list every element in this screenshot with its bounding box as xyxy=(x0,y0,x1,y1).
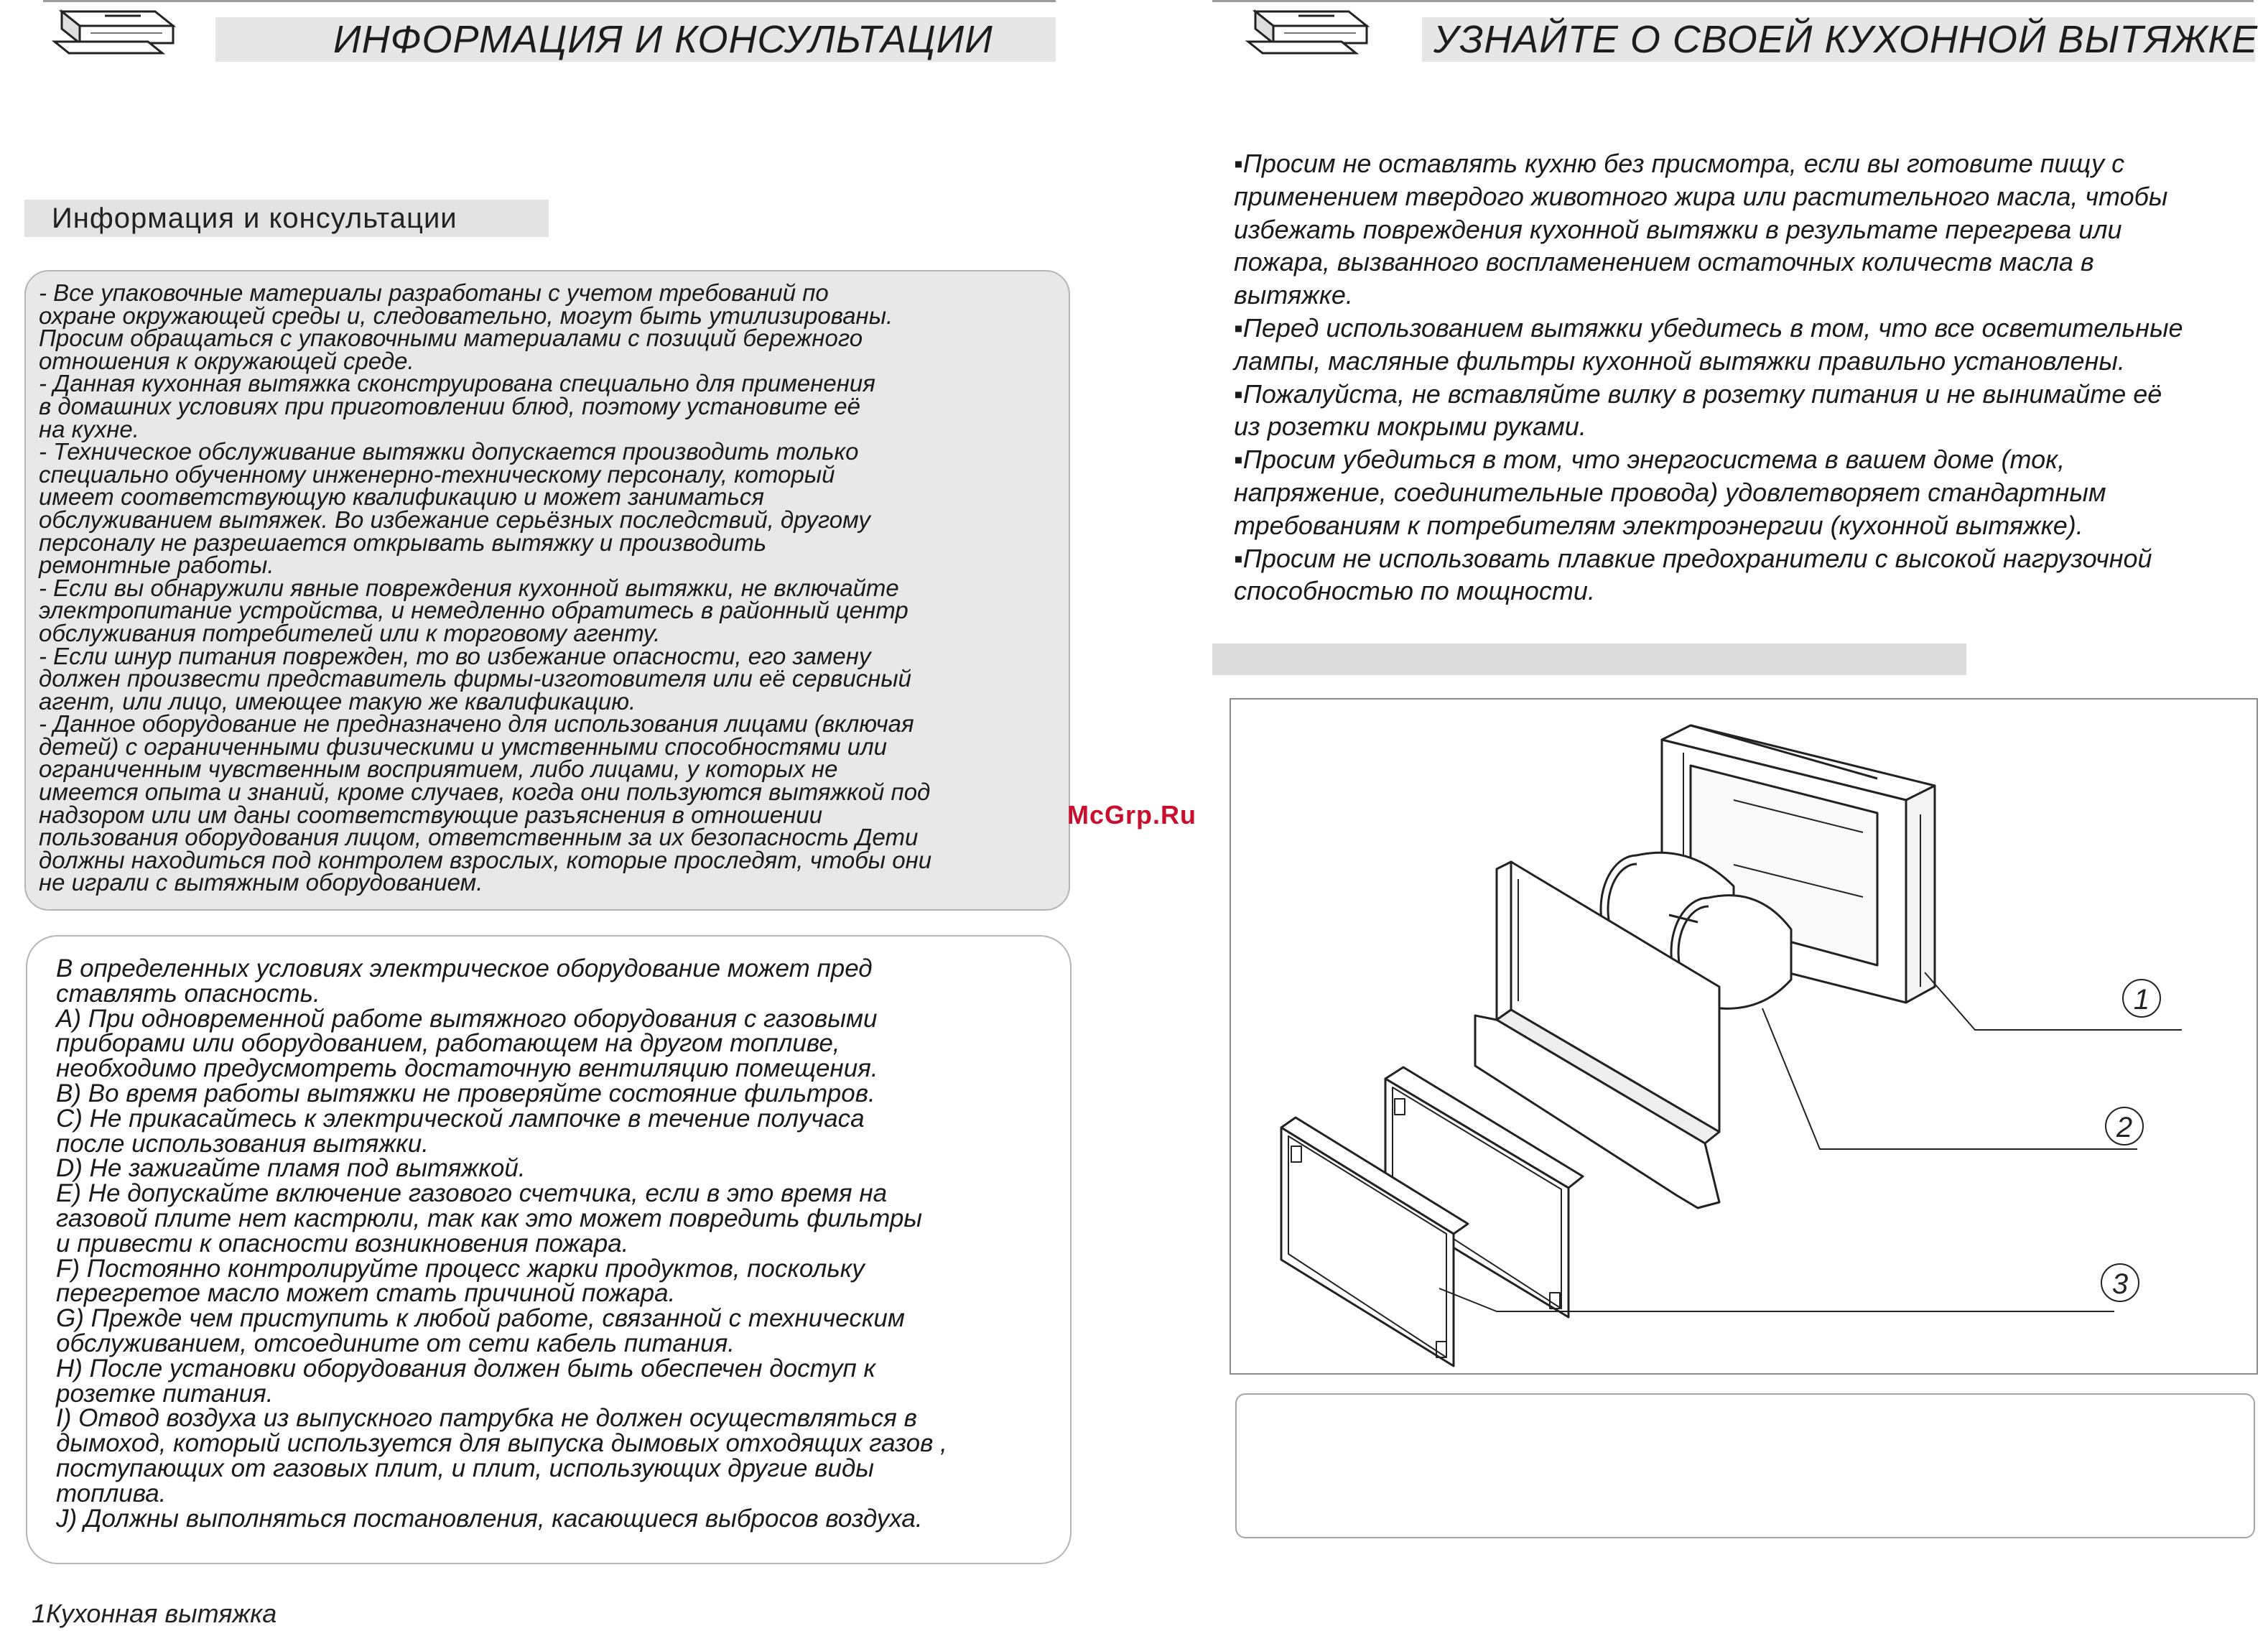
warning-line: и привести к опасности возникновения пожара. xyxy=(56,1229,629,1258)
info-line: пользования оборудования лицом, ответственным за их безопасность Дети xyxy=(39,824,919,851)
warning-box-text xyxy=(56,954,1076,1533)
part-label-2: 2 xyxy=(2116,1112,2133,1143)
info-line: не играли с вытяжным оборудованием. xyxy=(39,869,483,896)
info-line: - Данная кухонная вытяжка сконструирована специально для применения xyxy=(39,370,875,397)
warning-line: необходимо предусмотреть достаточную вентиляцию помещения. xyxy=(56,1054,878,1083)
warning-line: D) Не зажигайте пламя под вытяжкой. xyxy=(56,1154,526,1183)
info-line: - Если вы обнаружили явные повреждения кухонной вытяжки, не включайте xyxy=(39,574,899,601)
warning-line: поступающих от газовых плит, и плит, использующих другие виды xyxy=(56,1454,875,1482)
info-line: детей) с ограниченными физическими и умственными способностями или xyxy=(39,733,888,760)
info-line: должен произвести представитель фирмы-изготовителя или её сервисный xyxy=(39,665,911,692)
warning-line: C) Не прикасайтесь к электрической лампочке в течение получаса xyxy=(56,1104,865,1133)
info-box xyxy=(24,270,1070,911)
safety-line: применением твердого животного жира или растительного масла, чтобы xyxy=(1234,181,2168,211)
safety-line: вытяжке. xyxy=(1234,280,1353,310)
right-page-title: УЗНАЙТЕ О СВОЕЙ КУХОННОЙ ВЫТЯЖКЕ xyxy=(1433,18,2259,61)
warning-line: розетке питания. xyxy=(56,1379,274,1408)
safety-line: ▪Просим не оставлять кухню без присмотра, если вы готовите пищу с xyxy=(1234,149,2125,178)
warning-line: газовой плите нет кастрюли, так как это может повредить фильтры xyxy=(56,1204,923,1232)
warning-line: I) Отвод воздуха из выпускного патрубка не должен осуществляться в xyxy=(56,1404,917,1433)
info-line: охране окружающей среды и, следовательно, могут быть утилизированы. xyxy=(39,302,893,329)
safety-line: из розетки мокрыми руками. xyxy=(1234,412,1586,442)
info-line: надзором или им даны соответствующие разъяснения в отношении xyxy=(39,801,823,828)
warning-box xyxy=(26,935,1072,1564)
cooker-hood-logo-icon xyxy=(1234,6,1377,62)
warning-line: G) Прежде чем приступить к любой работе, связанной с техническим xyxy=(56,1304,905,1333)
page-footer: 1Кухонная вытяжка xyxy=(32,1599,277,1628)
warning-line: после использования вытяжки. xyxy=(56,1129,429,1158)
info-line: ограниченным чувственным восприятием, либо лицами, у которых не xyxy=(39,756,838,783)
info-line: персоналу не разрешается открывать вытяжку и производить xyxy=(39,529,767,556)
warning-line: F) Постоянно контролируйте процесс жарки продуктов, поскольку xyxy=(56,1254,865,1283)
info-line: - Если шнур питания поврежден, то во избежание опасности, его замену xyxy=(39,642,871,669)
safety-line: ▪Просим убедиться в том, что энергосистема в вашем доме (ток, xyxy=(1234,445,2065,475)
right-top-rule xyxy=(1212,0,2254,2)
section-bar xyxy=(1212,643,1966,675)
info-line: - Данное оборудование не предназначено для использования лицами (включая xyxy=(39,710,914,738)
section-label: Информация и консультации xyxy=(24,200,549,237)
info-line: Просим обращаться с упаковочными материалами с позиций бережного xyxy=(39,325,863,352)
exploded-view-drawing xyxy=(1231,700,2257,1373)
part-label-3: 3 xyxy=(2111,1268,2129,1300)
left-top-rule xyxy=(43,0,1056,2)
warning-line: дымоход, который используется для выпуска дымовых отходящих газов , xyxy=(56,1429,947,1458)
info-line: - Техническое обслуживание вытяжки допускается производить только xyxy=(39,438,859,465)
warning-line: H) После установки оборудования должен быть обеспечен доступ к xyxy=(56,1354,875,1383)
part-label-1: 1 xyxy=(2133,984,2150,1016)
safety-line: лампы, масляные фильтры кухонной вытяжки правильно установлены. xyxy=(1234,345,2125,376)
info-line: - Все упаковочные материалы разработаны с учетом требований по xyxy=(39,279,829,306)
safety-line: способностью по мощности. xyxy=(1234,576,1595,606)
cooker-hood-logo-icon xyxy=(40,6,184,62)
safety-line: напряжение, соединительные провода) удовлетворяет стандартным xyxy=(1234,477,2106,507)
info-line: обслуживанием вытяжек. Во избежание серьёзных последствий, другому xyxy=(39,506,870,533)
info-line: специально обученному инженерно-техническому персоналу, который xyxy=(39,460,835,488)
warning-line: A) При одновременной работе вытяжного оборудования с газовыми xyxy=(56,1004,878,1033)
warning-line: перегретое масло может стать причиной пожара. xyxy=(56,1279,676,1308)
info-line: ремонтные работы. xyxy=(39,552,274,579)
info-line: отношения к окружающей среде. xyxy=(39,347,414,374)
safety-line: избежать повреждения кухонной вытяжки в результате перегрева или xyxy=(1234,214,2122,244)
warning-line: приборами или оборудованием, работающем на другом топливе, xyxy=(56,1029,840,1058)
empty-note-box xyxy=(1235,1393,2255,1538)
info-line: на кухне. xyxy=(39,415,139,442)
info-line: имеется опыта и знаний, кроме случаев, когда они пользуются вытяжкой под xyxy=(39,779,931,806)
safety-line: ▪Просим не использовать плавкие предохранители с высокой нагрузочной xyxy=(1234,543,2152,573)
info-line: должны находиться под контролем взрослых, которые проследят, чтобы они xyxy=(39,846,932,873)
watermark: McGrp.Ru xyxy=(1067,800,1197,830)
info-line: агент, или лицо, имеющее такую же квалификацию. xyxy=(39,687,636,715)
warning-line: В определенных условиях электрическое оборудование может пред xyxy=(56,954,873,982)
safety-line: ▪Перед использованием вытяжки убедитесь в том, что все осветительные xyxy=(1234,312,2183,343)
warning-line: обслуживанием, отсоедините от сети кабель питания. xyxy=(56,1329,735,1357)
warning-line: ставлять опасность. xyxy=(56,979,320,1008)
safety-line: пожара, вызванного воспламенением остаточных количеств масла в xyxy=(1234,247,2094,277)
warning-line: B) Во время работы вытяжки не проверяйте состояние фильтров. xyxy=(56,1079,875,1107)
safety-line: ▪Пожалуйста, не вставляйте вилку в розетку питания и не вынимайте её xyxy=(1234,378,2162,409)
info-box-text xyxy=(39,279,1073,896)
left-page-title: ИНФОРМАЦИЯ И КОНСУЛЬТАЦИИ xyxy=(333,18,993,61)
exploded-diagram xyxy=(1230,698,2258,1375)
info-line: обслуживания потребителей или к торговому агенту. xyxy=(39,619,661,646)
warning-line: топлива. xyxy=(56,1479,167,1507)
safety-line: требованиям к потребителям электроэнергии (кухонной вытяжке). xyxy=(1234,510,2083,540)
info-line: имеет соответствующую квалификацию и может заниматься xyxy=(39,483,764,511)
info-line: электропитание устройства, и немедленно обратитесь в районный центр xyxy=(39,597,908,624)
warning-line: E) Не допускайте включение газового счетчика, если в это время на xyxy=(56,1179,888,1208)
warning-line: J) Должны выполняться постановления, касающиеся выбросов воздуха. xyxy=(56,1504,923,1533)
info-line: в домашних условиях при приготовлении блюд, поэтому установите её xyxy=(39,392,861,419)
safety-notes xyxy=(1234,147,2268,608)
